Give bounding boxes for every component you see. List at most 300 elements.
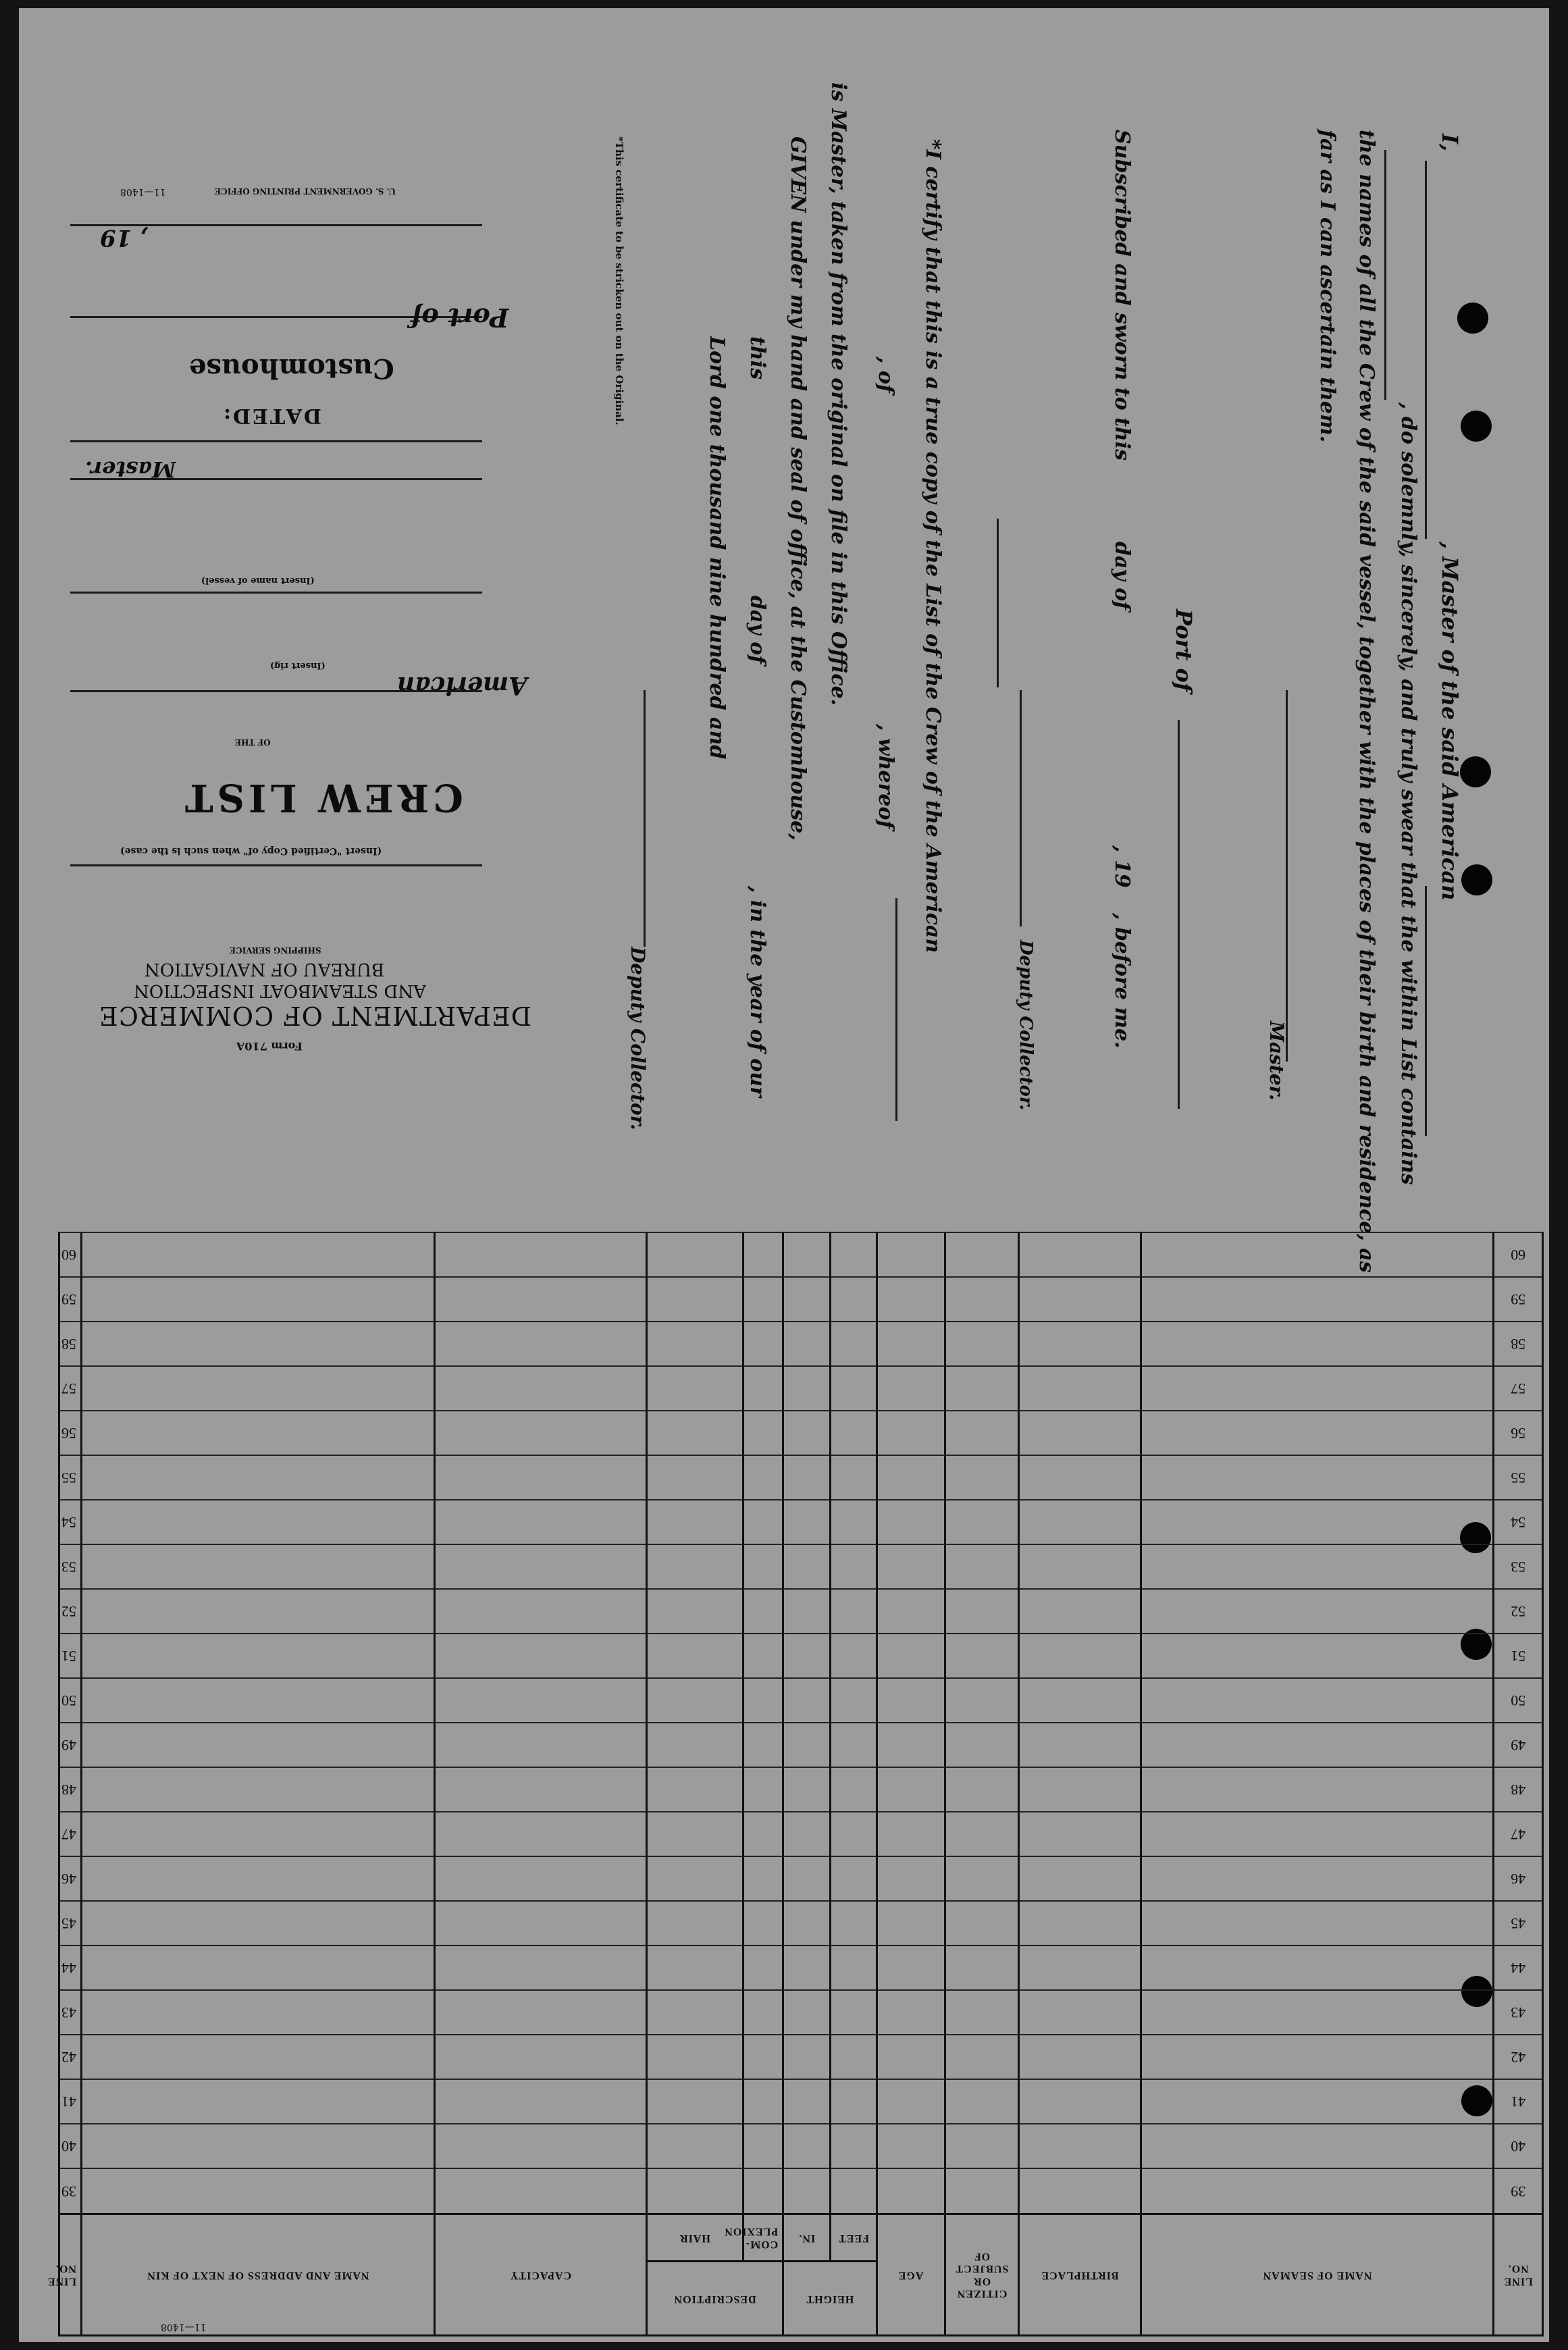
table-cell[interactable]	[434, 1634, 646, 1678]
oath-port-of: Port of	[1171, 609, 1197, 692]
table-cell[interactable]	[831, 1990, 877, 2035]
table-cell[interactable]	[1019, 1812, 1141, 1856]
table-cell[interactable]	[831, 2168, 877, 2214]
table-cell[interactable]	[82, 1812, 435, 1856]
table-cell[interactable]	[1141, 1856, 1494, 1901]
table-cell[interactable]	[831, 1366, 877, 1411]
table-cell[interactable]	[82, 1901, 435, 1946]
table-cell[interactable]	[647, 1990, 743, 2035]
table-cell[interactable]	[831, 1856, 877, 1901]
table-cell[interactable]	[877, 1990, 945, 2035]
table-cell[interactable]	[783, 2035, 831, 2079]
table-cell[interactable]	[1019, 1856, 1141, 1901]
table-row	[59, 1812, 1543, 1856]
header-complexion: COM-PLEXION	[743, 2214, 783, 2262]
table-cell[interactable]	[831, 1723, 877, 1767]
table-cell[interactable]	[82, 1990, 435, 2035]
table-cell[interactable]	[647, 1946, 743, 1990]
table-row	[59, 2079, 1543, 2124]
table-row	[59, 1946, 1543, 1990]
table-cell[interactable]	[647, 1901, 743, 1946]
table-cell[interactable]	[783, 1767, 831, 1812]
table-cell[interactable]	[877, 1812, 945, 1856]
stricken-note: *This certificate to be stricken out on the Original.	[613, 136, 625, 425]
table-cell[interactable]	[647, 1455, 743, 1500]
line-number-right: 57	[59, 1366, 82, 1411]
header-inches: IN.	[783, 2214, 831, 2262]
table-cell[interactable]	[945, 1455, 1019, 1500]
table-cell[interactable]	[831, 1500, 877, 1544]
header-height: HEIGHT	[783, 2262, 877, 2336]
table-cell[interactable]	[434, 1767, 646, 1812]
table-cell[interactable]	[1141, 1812, 1494, 1856]
table-cell[interactable]	[82, 1856, 435, 1901]
cover-master: Master.	[85, 456, 176, 482]
table-cell[interactable]	[743, 1411, 783, 1455]
table-cell[interactable]	[1141, 1990, 1494, 2035]
cert-line5-day: day of	[746, 596, 769, 664]
table-cell[interactable]	[1019, 2079, 1141, 2124]
print-code-top: 11—1408	[120, 186, 166, 197]
table-cell[interactable]	[877, 1232, 945, 1277]
table-cell[interactable]	[743, 1544, 783, 1589]
table-cell[interactable]	[877, 1767, 945, 1812]
table-cell[interactable]	[434, 1366, 646, 1411]
table-cell[interactable]	[831, 1322, 877, 1366]
table-cell[interactable]	[1141, 1946, 1494, 1990]
table-cell[interactable]	[1141, 1634, 1494, 1678]
table-cell[interactable]	[82, 1322, 435, 1366]
table-cell[interactable]	[831, 1901, 877, 1946]
table-cell[interactable]	[783, 1277, 831, 1322]
table-cell[interactable]	[434, 1678, 646, 1723]
line-number-right: 43	[59, 1990, 82, 2035]
table-row	[59, 1455, 1543, 1500]
cover-certified-note: (Insert "Certified Copy of" when such is the case)	[120, 845, 382, 856]
table-row	[59, 1544, 1543, 1589]
table-cell[interactable]	[743, 1767, 783, 1812]
table-cell[interactable]	[1019, 1589, 1141, 1634]
table-cell[interactable]	[82, 1767, 435, 1812]
table-cell[interactable]	[647, 1634, 743, 1678]
table-cell[interactable]	[647, 1678, 743, 1723]
table-cell[interactable]	[743, 1946, 783, 1990]
table-cell[interactable]	[82, 1544, 435, 1589]
table-cell[interactable]	[647, 1544, 743, 1589]
table-cell[interactable]	[743, 1366, 783, 1411]
table-row	[59, 1856, 1543, 1901]
oath-line1-start: I,	[1437, 134, 1463, 152]
table-cell[interactable]	[647, 1277, 743, 1322]
table-cell[interactable]	[82, 1455, 435, 1500]
table-cell[interactable]	[1019, 1946, 1141, 1990]
table-cell[interactable]	[434, 1990, 646, 2035]
table-cell[interactable]	[945, 1500, 1019, 1544]
table-cell[interactable]	[783, 1411, 831, 1455]
table-cell[interactable]	[831, 2035, 877, 2079]
table-cell[interactable]	[1141, 1500, 1494, 1544]
table-cell[interactable]	[434, 2124, 646, 2168]
table-cell[interactable]	[831, 1277, 877, 1322]
oath-line1-blank	[1425, 161, 1427, 539]
table-cell[interactable]	[82, 2168, 435, 2214]
table-cell[interactable]	[831, 1232, 877, 1277]
line-number-right: 46	[59, 1856, 82, 1901]
table-cell[interactable]	[1019, 1366, 1141, 1411]
table-cell[interactable]	[831, 1589, 877, 1634]
table-cell[interactable]	[82, 1366, 435, 1411]
table-cell[interactable]	[82, 2035, 435, 2079]
table-cell[interactable]	[945, 1544, 1019, 1589]
table-cell[interactable]	[82, 1232, 435, 1277]
oath-line1-tail	[1425, 886, 1427, 1136]
line-number-right: 44	[59, 1946, 82, 1990]
table-cell[interactable]	[434, 1322, 646, 1366]
table-cell[interactable]	[743, 1812, 783, 1856]
cover-customhouse: Customhouse	[189, 352, 394, 384]
table-cell[interactable]	[831, 1812, 877, 1856]
table-cell[interactable]	[743, 1990, 783, 2035]
table-cell[interactable]	[647, 2124, 743, 2168]
header-hair: HAIR	[647, 2214, 743, 2262]
table-cell[interactable]	[743, 1634, 783, 1678]
table-cell[interactable]	[877, 1678, 945, 1723]
table-cell[interactable]	[82, 1277, 435, 1322]
table-cell[interactable]	[945, 2079, 1019, 2124]
table-cell[interactable]	[945, 1856, 1019, 1901]
table-cell[interactable]	[434, 1856, 646, 1901]
table-cell[interactable]	[783, 1723, 831, 1767]
table-cell[interactable]	[877, 1856, 945, 1901]
table-cell[interactable]	[783, 1366, 831, 1411]
punch-hole	[1460, 756, 1491, 787]
table-cell[interactable]	[877, 1500, 945, 1544]
table-row	[59, 2168, 1543, 2214]
table-cell[interactable]	[82, 1723, 435, 1767]
table-cell[interactable]	[945, 2124, 1019, 2168]
table-cell[interactable]	[647, 1411, 743, 1455]
table-cell[interactable]	[945, 1232, 1019, 1277]
table-cell[interactable]	[647, 1723, 743, 1767]
table-cell[interactable]	[1141, 2168, 1494, 2214]
cover-year: , 19	[100, 224, 148, 251]
oath-line1-end: , Master of the said American	[1437, 542, 1463, 901]
oath-deputy: Deputy Collector.	[1016, 940, 1036, 1111]
table-cell[interactable]	[647, 1589, 743, 1634]
table-cell[interactable]	[647, 1232, 743, 1277]
table-cell[interactable]	[82, 1500, 435, 1544]
table-cell[interactable]	[831, 2079, 877, 2124]
table-cell[interactable]	[1019, 1634, 1141, 1678]
table-cell[interactable]	[783, 1232, 831, 1277]
table-cell[interactable]	[743, 1901, 783, 1946]
table-cell[interactable]	[945, 1277, 1019, 1322]
table-cell[interactable]	[647, 1812, 743, 1856]
table-cell[interactable]	[1019, 1455, 1141, 1500]
cover-american: American	[397, 671, 527, 700]
table-cell[interactable]	[1141, 2079, 1494, 2124]
table-cell[interactable]	[1141, 1767, 1494, 1812]
cover-form-no: Form 710A	[236, 1040, 303, 1053]
table-cell[interactable]	[1141, 2035, 1494, 2079]
table-cell[interactable]	[831, 1455, 877, 1500]
table-cell[interactable]	[434, 1411, 646, 1455]
table-cell[interactable]	[82, 1411, 435, 1455]
table-cell[interactable]	[831, 2124, 877, 2168]
table-cell[interactable]	[743, 1723, 783, 1767]
table-cell[interactable]	[1019, 1723, 1141, 1767]
cover-shipping-service: SHIPPING SERVICE	[230, 945, 321, 955]
table-cell[interactable]	[877, 1946, 945, 1990]
line-number-left: 52	[1494, 1589, 1543, 1634]
table-row	[59, 1990, 1543, 2035]
table-cell[interactable]	[1141, 1322, 1494, 1366]
table-cell[interactable]	[831, 1946, 877, 1990]
punch-hole	[1457, 303, 1488, 334]
table-cell[interactable]	[647, 1322, 743, 1366]
table-cell[interactable]	[434, 2168, 646, 2214]
table-cell[interactable]	[1141, 1901, 1494, 1946]
table-cell[interactable]	[743, 1277, 783, 1322]
cover-port-of: Port of	[411, 303, 509, 333]
oath-subscribed: Subscribed and sworn to this	[1110, 130, 1134, 461]
line-number-left: 47	[1494, 1812, 1543, 1856]
table-cell[interactable]	[647, 1366, 743, 1411]
table-row	[59, 1589, 1543, 1634]
table-row	[59, 1723, 1543, 1767]
table-cell[interactable]	[647, 1767, 743, 1812]
table-cell[interactable]	[743, 1322, 783, 1366]
table-cell[interactable]	[877, 2035, 945, 2079]
table-cell[interactable]	[1141, 1544, 1494, 1589]
table-cell[interactable]	[783, 1946, 831, 1990]
table-cell[interactable]	[434, 2035, 646, 2079]
table-cell[interactable]	[945, 1589, 1019, 1634]
table-cell[interactable]	[1019, 1990, 1141, 2035]
table-cell[interactable]	[945, 1634, 1019, 1678]
header-birthplace: BIRTHPLACE	[1019, 2214, 1141, 2336]
table-cell[interactable]	[945, 1767, 1019, 1812]
table-cell[interactable]	[743, 1589, 783, 1634]
cert-line2-of: , of	[874, 357, 897, 393]
table-cell[interactable]	[434, 1723, 646, 1767]
line-number-left: 50	[1494, 1678, 1543, 1723]
table-cell[interactable]	[831, 1544, 877, 1589]
table-cell[interactable]	[1019, 1232, 1141, 1277]
table-cell[interactable]	[783, 1455, 831, 1500]
table-cell[interactable]	[831, 1634, 877, 1678]
line-number-right: 42	[59, 2035, 82, 2079]
line-number-right: 55	[59, 1455, 82, 1500]
table-cell[interactable]	[743, 1678, 783, 1723]
table-cell[interactable]	[877, 1411, 945, 1455]
table-cell[interactable]	[783, 1544, 831, 1589]
table-row	[59, 2035, 1543, 2079]
table-cell[interactable]	[877, 1589, 945, 1634]
table-row	[59, 1232, 1543, 1277]
oath-line2-blank	[1384, 150, 1386, 400]
cover-department: DEPARTMENT OF COMMERCE	[99, 1001, 532, 1030]
cover-bureau-2: AND STEAMBOAT INSPECTION	[134, 981, 426, 1001]
table-cell[interactable]	[82, 1589, 435, 1634]
table-cell[interactable]	[945, 1990, 1019, 2035]
table-cell[interactable]	[1141, 1723, 1494, 1767]
line-number-left: 42	[1494, 2035, 1543, 2079]
table-cell[interactable]	[434, 1544, 646, 1589]
line-number-right: 53	[59, 1544, 82, 1589]
table-cell[interactable]	[831, 1678, 877, 1723]
table-cell[interactable]	[945, 1411, 1019, 1455]
table-cell[interactable]	[877, 2079, 945, 2124]
table-cell[interactable]	[877, 1723, 945, 1767]
table-cell[interactable]	[783, 2079, 831, 2124]
table-cell[interactable]	[1141, 1232, 1494, 1277]
table-cell[interactable]	[877, 1634, 945, 1678]
table-cell[interactable]	[743, 2079, 783, 2124]
table-cell[interactable]	[1019, 2035, 1141, 2079]
table-cell[interactable]	[1019, 1277, 1141, 1322]
table-cell[interactable]	[1019, 1500, 1141, 1544]
table-cell[interactable]	[434, 2079, 646, 2124]
table-row	[59, 1678, 1543, 1723]
table-cell[interactable]	[434, 1232, 646, 1277]
table-cell[interactable]	[434, 1455, 646, 1500]
table-cell[interactable]	[82, 2124, 435, 2168]
table-cell[interactable]	[945, 2168, 1019, 2214]
table-cell[interactable]	[945, 1901, 1019, 1946]
table-cell[interactable]	[434, 1812, 646, 1856]
table-cell[interactable]	[1019, 1678, 1141, 1723]
table-cell[interactable]	[1019, 1767, 1141, 1812]
table-cell[interactable]	[877, 2124, 945, 2168]
table-cell[interactable]	[945, 1723, 1019, 1767]
table-cell[interactable]	[82, 1678, 435, 1723]
table-cell[interactable]	[434, 1589, 646, 1634]
master-line-1	[70, 440, 482, 442]
table-cell[interactable]	[783, 1856, 831, 1901]
table-cell[interactable]	[743, 1455, 783, 1500]
table-cell[interactable]	[1019, 1901, 1141, 1946]
table-cell[interactable]	[434, 1500, 646, 1544]
table-cell[interactable]	[783, 1500, 831, 1544]
table-row	[59, 1322, 1543, 1366]
oath-subscribed-day: day of	[1110, 542, 1134, 610]
table-cell[interactable]	[434, 1946, 646, 1990]
table-cell[interactable]	[82, 1634, 435, 1678]
table-cell[interactable]	[1019, 2168, 1141, 2214]
table-cell[interactable]	[743, 2035, 783, 2079]
line-number-right: 56	[59, 1411, 82, 1455]
table-cell[interactable]	[877, 1366, 945, 1411]
table-cell[interactable]	[647, 1500, 743, 1544]
crew-table-body	[59, 1232, 1543, 2214]
line-number-left: 57	[1494, 1366, 1543, 1411]
table-cell[interactable]	[743, 1500, 783, 1544]
table-cell[interactable]	[1019, 1322, 1141, 1366]
table-cell[interactable]	[877, 1901, 945, 1946]
table-cell[interactable]	[877, 1322, 945, 1366]
cert-line3: is Master, taken from the original on file in this Office.	[827, 82, 850, 706]
table-cell[interactable]	[783, 1634, 831, 1678]
line-number-right: 40	[59, 2124, 82, 2168]
table-cell[interactable]	[783, 1901, 831, 1946]
line-number-left: 55	[1494, 1455, 1543, 1500]
table-cell[interactable]	[831, 1767, 877, 1812]
table-cell[interactable]	[783, 1990, 831, 2035]
table-cell[interactable]	[877, 1277, 945, 1322]
line-number-right: 54	[59, 1500, 82, 1544]
line-number-right: 45	[59, 1901, 82, 1946]
table-cell[interactable]	[783, 1589, 831, 1634]
table-cell[interactable]	[647, 2035, 743, 2079]
table-cell[interactable]	[743, 1232, 783, 1277]
table-cell[interactable]	[1141, 1589, 1494, 1634]
table-cell[interactable]	[1141, 1277, 1494, 1322]
print-code-bottom: 11—1408	[161, 2322, 207, 2332]
line-number-right: 58	[59, 1322, 82, 1366]
table-cell[interactable]	[783, 2168, 831, 2214]
table-cell[interactable]	[945, 1678, 1019, 1723]
header-age: AGE	[877, 2214, 945, 2336]
table-cell[interactable]	[877, 1455, 945, 1500]
table-cell[interactable]	[831, 1411, 877, 1455]
table-cell[interactable]	[783, 2124, 831, 2168]
table-cell[interactable]	[1141, 1678, 1494, 1723]
table-cell[interactable]	[434, 1901, 646, 1946]
header-line-no-right: LINE NO.	[59, 2214, 82, 2336]
line-number-right: 49	[59, 1723, 82, 1767]
table-cell[interactable]	[434, 1277, 646, 1322]
table-cell[interactable]	[783, 1812, 831, 1856]
table-cell[interactable]	[1141, 1455, 1494, 1500]
table-cell[interactable]	[1141, 1366, 1494, 1411]
table-cell[interactable]	[1019, 2124, 1141, 2168]
cert-line6: Lord one thousand nine hundred and	[705, 336, 729, 760]
table-cell[interactable]	[945, 2035, 1019, 2079]
table-cell[interactable]	[1141, 2124, 1494, 2168]
line-number-left: 40	[1494, 2124, 1543, 2168]
line-number-left: 51	[1494, 1634, 1543, 1678]
table-cell[interactable]	[82, 1946, 435, 1990]
line-number-right: 39	[59, 2168, 82, 2214]
table-cell[interactable]	[82, 2079, 435, 2124]
table-cell[interactable]	[783, 1678, 831, 1723]
table-row	[59, 2124, 1543, 2168]
table-cell[interactable]	[743, 1856, 783, 1901]
line-number-left: 45	[1494, 1901, 1543, 1946]
oath-line3: the names of all the Crew of the said vessel, together with the places of their birth and residence, as	[1355, 130, 1378, 1273]
table-cell[interactable]	[647, 2079, 743, 2124]
table-cell[interactable]	[743, 2124, 783, 2168]
table-cell[interactable]	[743, 2168, 783, 2214]
table-cell[interactable]	[877, 1544, 945, 1589]
table-cell[interactable]	[647, 2168, 743, 2214]
table-cell[interactable]	[945, 1366, 1019, 1411]
table-cell[interactable]	[783, 1322, 831, 1366]
table-cell[interactable]	[1019, 1544, 1141, 1589]
table-cell[interactable]	[945, 1946, 1019, 1990]
line-number-right: 47	[59, 1812, 82, 1856]
table-cell[interactable]	[647, 1856, 743, 1901]
header-line-no: LINE NO.	[1494, 2214, 1543, 2336]
table-cell[interactable]	[877, 2168, 945, 2214]
table-cell[interactable]	[1141, 1411, 1494, 1455]
line-number-left: 41	[1494, 2079, 1543, 2124]
table-cell[interactable]	[1019, 1411, 1141, 1455]
deputy-cert-blank	[644, 690, 646, 947]
table-cell[interactable]	[945, 1812, 1019, 1856]
table-cell[interactable]	[945, 1322, 1019, 1366]
